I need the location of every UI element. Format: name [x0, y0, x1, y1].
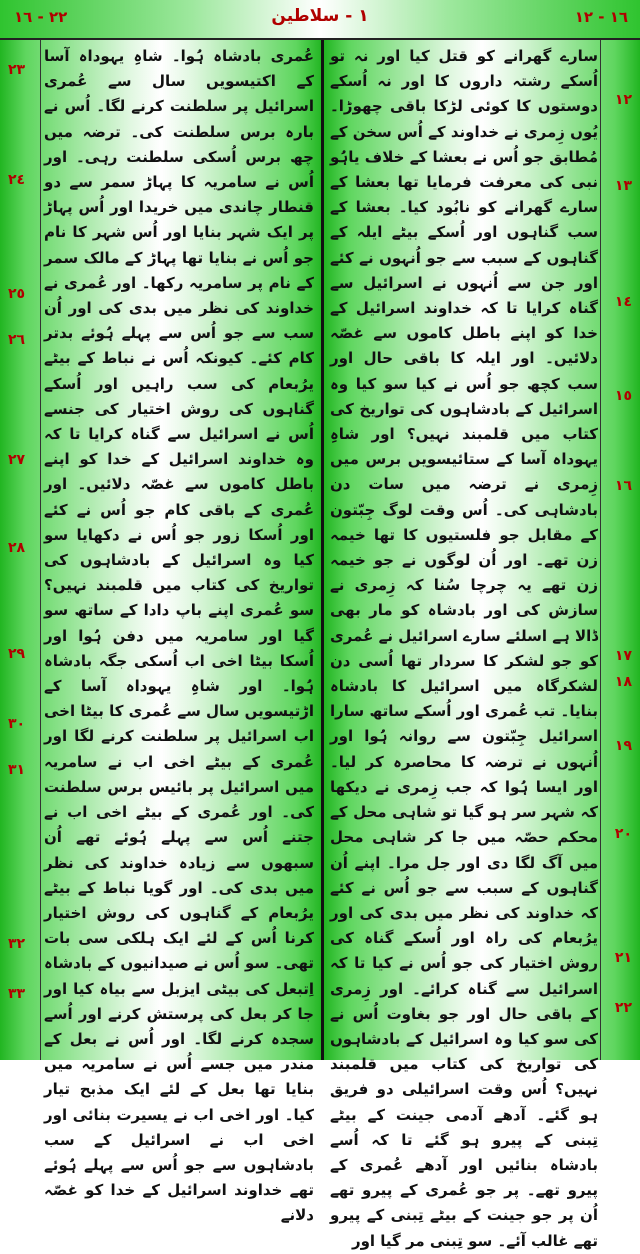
- right-margin-rule: [600, 40, 601, 1060]
- verse-number: ١٩: [614, 738, 632, 754]
- verse-number: ١٣: [614, 178, 632, 194]
- column-divider: [321, 40, 324, 1060]
- verse-number: ٣٠: [8, 716, 26, 732]
- chapter-range-right: ١٦ - ١٢: [574, 8, 628, 26]
- verse-number: ٢٤: [8, 172, 26, 188]
- verse-number: ٣١: [8, 762, 26, 778]
- verse-number: ٢١: [614, 950, 632, 966]
- verse-number: ٢٨: [8, 540, 26, 556]
- verse-number: ٣٣: [8, 986, 26, 1002]
- book-title: ١ - سلاطین: [271, 6, 369, 26]
- verse-number: ١٧: [614, 648, 632, 664]
- verse-number: ٢٢: [614, 1000, 632, 1016]
- verse-number: ٢٧: [8, 452, 26, 468]
- verse-number: ٢٥: [8, 286, 26, 302]
- verse-number: ٢٦: [8, 332, 26, 348]
- verse-number: ١٤: [614, 294, 632, 310]
- verse-number: ٣٢: [8, 936, 26, 952]
- page-header: [0, 0, 640, 40]
- verse-number: ٢٠: [614, 826, 632, 842]
- verse-number: ١٨: [614, 674, 632, 690]
- verse-number: ١٢: [614, 92, 632, 108]
- verse-number: ١٥: [614, 388, 632, 404]
- verse-number: ١٦: [614, 478, 632, 494]
- verse-number: ٢٣: [8, 62, 26, 78]
- left-column-text: عُمری بادشاہ ہُوا۔ شاہِ یہوداہ آسا کے اکتیسویں سال سے عُمری اسرائیل پر سلطنت کرنے لگا۔ اُس نے بارہ برس سلطنت کی۔ ترضہ میں چھ برس اُسکی سلطنت رہی۔ اور اُس نے سامریہ کا پہاڑ سمر سے دو قنطار چاندی میں خریدا اور اُس پہاڑ پر ایک شہر بنایا اور اُس شہر کا نام جو اُس نے بنایا تھا پہاڑ کے مالک سمر کے نام پر سامریہ رکھا۔ اور عُمری نے خداوند کی نظر میں بدی کی اور اُن سب سے جو اُس سے پہلے ہُوئے بدتر کام کئے۔ کیونکہ اُس نے نباط کے بیٹے یرُبعام کی سب راہیں اور اُسکے گناہوں کی روش اختیار کی جنسے اُس نے اسرائیل سے گناہ کرایا تا کہ وہ خداوند اسرائیل کے خدا کو اپنے باطل کاموں سے غصّہ دلائیں۔ اور عُمری کے باقی کام جو اُس نے کئے اور اُسکا زور جو اُس نے دکھایا سو کیا وہ اسرائیل کے بادشاہوں کی تواریخ کی کتاب میں قلمبند نہیں؟ سو عُمری اپنے باپ دادا کے ساتھ سو گیا اور سامریہ میں دفن ہُوا اور اُسکا بیٹا اخی اب اُسکی جگہ بادشاہ ہُوا۔ اور شاہِ یہوداہ آسا کے اڑتیسویں سال سے عُمری کا بیٹا اخی اب اسرائیل پر سلطنت کرنے لگا اور عُمری کے بیٹے اخی اب نے سامریہ میں اسرائیل پر بائیس برس سلطنت کی۔ اور عُمری کے بیٹے اخی اب نے جتنے اُس سے پہلے ہُوئے تھے اُن سبھوں سے زیادہ خداوند کی نظر میں بدی کی۔ اور گویا نباط کے بیٹے یرُبعام کے گناہوں کی روش اختیار کرنا اُس کے لئے ایک ہلکی سی بات تھی۔ سو اُس نے صیدانیوں کے بادشاہ اِتبعل کی بیٹی ایزبل سے بیاہ کیا اور جا کر بعل کی پرستش کرنے اور اُسے سجدہ کرنے لگا۔ اور اُس نے بعل کے مندر میں جسے اُس نے سامریہ میں بنایا تھا بعل کے لئے ایک مذبح تیار کیا۔ اور اخی اب نے یسیرت بنائی اور اخی اب نے اسرائیل کے سب بادشاہوں سے جو اُس سے پہلے ہُوئے تھے خداوند اسرائیل کے خدا کو غصّہ دلانے: [44, 47, 314, 1225]
- right-column-text: سارے گھرانے کو قتل کیا اور نہ تو اُسکے رشتہ داروں کا اور نہ اُسکے دوستوں کا کوئی لڑکا باقی چھوڑا۔ یُوں زِمری نے خداوند کے اُس سخن کے مُطابق جو اُس نے بعشا کے خلاف یاہُو نبی کی معرفت فرمایا تھا بعشا کے سارے گھرانے کو نابُود کیا۔ بعشا کے سب گناہوں اور اُسکے بیٹے ایلہ کے گناہوں کے سبب سے جو اُنہوں نے کئے اور جن سے اُنہوں نے اسرائیل سے گناہ کرایا تا کہ خداوند اسرائیل کے خدا کو اپنے باطل کاموں سے غصّہ دلائیں۔ اور ایلہ کا باقی حال اور سب کچھ جو اُس نے کیا سو کیا وہ اسرائیل کے بادشاہوں کی تواریخ کی کتاب میں قلمبند نہیں؟ اور شاہِ یہوداہ آسا کے ستائیسویں برس میں زِمری نے ترضہ میں سات دن بادشاہی کی۔ اُس وقت لوگ جِبّتون کے مقابل جو فلستیوں کا تھا خیمہ زن تھے۔ اور اُن لوگوں نے جو خیمہ زن تھے یہ چرچا سُنا کہ زِمری نے سازش کی اور بادشاہ کو مار بھی ڈالا ہے اسلئے سارے اسرائیل نے عُمری کو جو لشکر کا سردار تھا اُسی دن لشکرگاہ میں اسرائیل کا بادشاہ بنایا۔ تب عُمری اور اُسکے ساتھ سارا اسرائیل جِبّتون سے روانہ ہُوا اور اُنہوں نے ترضہ کا محاصرہ کر لیا۔ اور ایسا ہُوا کہ جب زِمری نے دیکھا کہ شہر سر ہو گیا تو شاہی محل کے محکم حصّہ میں جا کر شاہی محل میں آگ لگا دی اور جل مرا۔ اپنے اُن گناہوں کے سبب سے جو اُس نے کئے کہ خداوند کی نظر میں بدی کی اور یرُبعام کی راہ اور اُسکے گناہ کی روش اختیار کی جو اُس نے کیا تا کہ اسرائیل سے گناہ کرائے۔ اور زِمری کے باقی حال اور جو بغاوت اُس نے کی سو کیا وہ اسرائیل کے بادشاہوں کی تواریخ کی کتاب میں قلمبند نہیں؟ اُس وقت اسرائیلی دو فریق ہو گئے۔ آدھے آدمی جینت کے بیٹے تِبنی کے پیرو ہو گئے تا کہ اُسے بادشاہ بنائیں اور آدھے عُمری کے پیرو تھے۔ پر جو عُمری کے پیرو تھے اُن پر جو جینت کے بیٹے تِبنی کے پیرو تھے غالب آئے۔ سو تِبنی مر گیا اور: [330, 47, 598, 1250]
- left-margin-rule: [40, 40, 41, 1060]
- verse-number: ٢٩: [8, 646, 26, 662]
- chapter-range-left: ٢٢ - ١٦: [14, 8, 68, 26]
